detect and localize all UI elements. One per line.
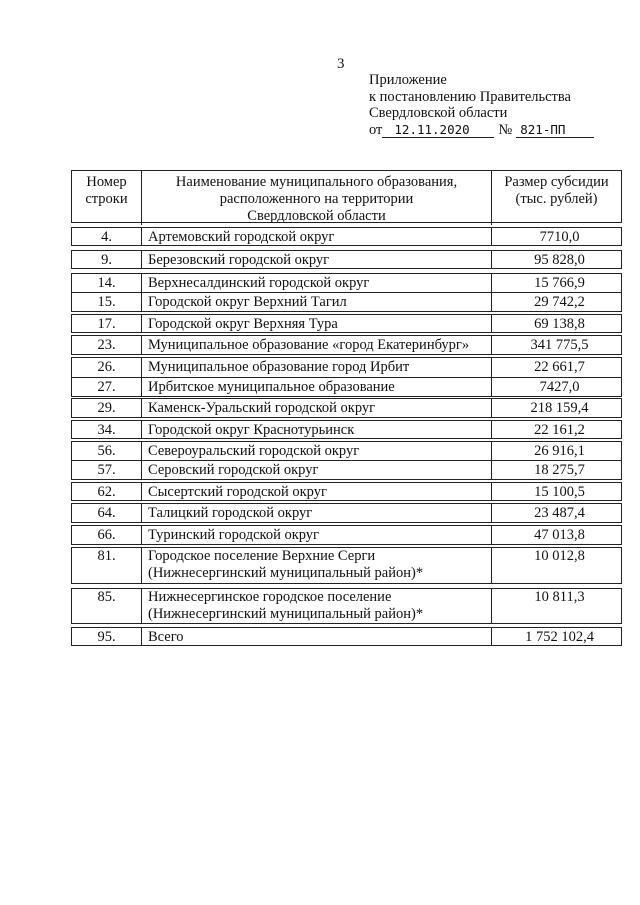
table-row-group bbox=[71, 273, 622, 312]
subsidy-amount: 69 138,8 bbox=[534, 316, 585, 332]
subsidy-amount: 23 487,4 bbox=[534, 505, 585, 521]
municipality-name-line: Каменск-Уральский городской округ bbox=[148, 400, 376, 416]
municipality-name-line: Муниципальное образование «город Екатеринбург» bbox=[148, 337, 470, 353]
subsidy-amount: 218 159,4 bbox=[530, 400, 589, 416]
subsidy-amount: 22 661,7 bbox=[534, 359, 585, 375]
header-name-line: расположенного на территории bbox=[219, 191, 414, 207]
municipality-name-line: Североуральский городской округ bbox=[148, 443, 360, 459]
row-number: 64. bbox=[72, 504, 142, 522]
municipality-name-line: Талицкий городской округ bbox=[148, 505, 313, 521]
municipality-name bbox=[142, 336, 492, 354]
municipality-name-line: Городской округ Верхний Тагил bbox=[148, 294, 347, 310]
page-number: 3 bbox=[337, 56, 345, 72]
subsidy-amount: 29 742,2 bbox=[492, 292, 621, 311]
row-number: 56. bbox=[72, 442, 142, 460]
table-row-group bbox=[71, 547, 622, 584]
header-name-line: Свердловской области bbox=[247, 208, 386, 224]
municipality-name bbox=[142, 483, 492, 501]
municipality-name bbox=[142, 442, 492, 460]
municipality-name-line: Городское поселение Верхние Серги bbox=[148, 548, 376, 564]
table-row-group bbox=[71, 588, 622, 624]
row-number: 4. bbox=[72, 228, 142, 246]
row-number: 62. bbox=[72, 483, 142, 501]
table-row-group bbox=[71, 314, 622, 333]
municipality-name bbox=[142, 292, 492, 311]
row-number: 81. bbox=[72, 548, 142, 583]
row-number: 85. bbox=[72, 589, 142, 623]
approval-line-3: Свердловской области bbox=[369, 105, 508, 121]
municipality-name bbox=[142, 460, 492, 479]
row-number: 27. bbox=[72, 377, 142, 397]
subsidy-amount: 10 012,8 bbox=[534, 548, 585, 564]
header-subsidy-amount bbox=[492, 171, 621, 225]
table-row-group bbox=[71, 503, 622, 523]
header-subsidy-line: (тыс. рублей) bbox=[515, 191, 598, 207]
header-municipality-name bbox=[142, 171, 492, 225]
resolution-date: 12.11.2020 bbox=[382, 123, 494, 138]
municipality-name-line: Нижнесергинское городское поселение bbox=[148, 589, 392, 605]
header-row-number-line: строки bbox=[85, 191, 128, 207]
municipality-name bbox=[142, 628, 492, 646]
subsidy-amount: 95 828,0 bbox=[534, 252, 585, 268]
number-sign: № bbox=[498, 121, 513, 138]
table-row-group bbox=[71, 250, 622, 269]
municipality-name bbox=[142, 228, 492, 246]
resolution-reference bbox=[369, 122, 594, 139]
row-number: 57. bbox=[72, 460, 142, 479]
municipality-name bbox=[142, 377, 492, 397]
table-row-group bbox=[71, 441, 622, 480]
municipality-name bbox=[142, 358, 492, 377]
municipality-name-line: Городской округ Верхняя Тура bbox=[148, 316, 338, 332]
municipality-name-line: Серовский городской округ bbox=[148, 462, 319, 478]
subsidy-amount: 7710,0 bbox=[539, 229, 580, 245]
approval-line-1: Приложение bbox=[369, 72, 447, 88]
row-number: 34. bbox=[72, 421, 142, 439]
municipality-name-line: Городской округ Краснотурьинск bbox=[148, 422, 355, 438]
municipality-name-line: Верхнесалдинский городской округ bbox=[148, 275, 370, 291]
from-label: от bbox=[369, 121, 383, 138]
municipality-name bbox=[142, 251, 492, 269]
municipality-name bbox=[142, 274, 492, 292]
table-row-group bbox=[71, 357, 622, 397]
municipality-name bbox=[142, 421, 492, 439]
municipality-name bbox=[142, 399, 492, 417]
resolution-number: 821-ПП bbox=[516, 123, 594, 138]
municipality-name bbox=[142, 504, 492, 522]
table-row-group bbox=[71, 398, 622, 418]
header-subsidy-line: Размер субсидии bbox=[504, 174, 609, 190]
municipality-name-line: Туринский городской округ bbox=[148, 527, 320, 543]
subsidy-amount: 15 766,9 bbox=[534, 275, 585, 291]
subsidy-amount: 26 916,1 bbox=[534, 443, 585, 459]
subsidy-amount: 18 275,7 bbox=[492, 460, 621, 479]
header-row-number-line: Номер bbox=[86, 174, 127, 190]
table-row-group bbox=[71, 227, 622, 246]
municipality-name-line: Артемовский городской округ bbox=[148, 229, 335, 245]
header-row-number bbox=[72, 171, 142, 225]
table-header bbox=[71, 170, 622, 223]
row-number: 9. bbox=[72, 251, 142, 269]
approval-line-2: к постановлению Правительства bbox=[369, 88, 571, 105]
table-row-group bbox=[71, 627, 622, 646]
municipality-name-line: Муниципальное образование город Ирбит bbox=[148, 359, 410, 375]
municipality-name-line: Ирбитское муниципальное образование bbox=[148, 378, 395, 395]
row-number: 29. bbox=[72, 399, 142, 417]
row-number: 95. bbox=[72, 628, 142, 646]
municipality-name-line: (Нижнесергинский муниципальный район)* bbox=[148, 606, 424, 622]
header-name-line: Наименование муниципального образования, bbox=[175, 174, 458, 190]
subsidy-amount: 341 775,5 bbox=[530, 337, 589, 353]
table-row-group bbox=[71, 482, 622, 501]
row-number: 23. bbox=[72, 336, 142, 354]
row-number: 26. bbox=[72, 358, 142, 377]
subsidy-amount: 22 161,2 bbox=[534, 422, 585, 438]
subsidy-amount: 15 100,5 bbox=[534, 484, 585, 500]
municipality-name bbox=[142, 315, 492, 333]
municipality-name-line: Всего bbox=[148, 629, 184, 645]
table-row-group bbox=[71, 335, 622, 355]
subsidy-amount: 1 752 102,4 bbox=[525, 629, 594, 645]
municipality-name bbox=[142, 548, 492, 583]
municipality-name bbox=[142, 589, 492, 623]
municipality-name-line: Сысертский городской округ bbox=[148, 484, 327, 500]
table-row-group bbox=[71, 525, 622, 545]
row-number: 14. bbox=[72, 274, 142, 292]
municipality-name-line: Березовский городской округ bbox=[148, 252, 330, 268]
municipality-name bbox=[142, 526, 492, 544]
table-row-group bbox=[71, 420, 622, 439]
subsidy-amount: 10 811,3 bbox=[534, 589, 585, 605]
subsidy-amount: 47 013,8 bbox=[534, 527, 585, 543]
row-number: 15. bbox=[72, 292, 142, 311]
row-number: 66. bbox=[72, 526, 142, 544]
row-number: 17. bbox=[72, 315, 142, 333]
municipality-name-line: (Нижнесергинский муниципальный район)* bbox=[148, 565, 424, 581]
subsidy-amount: 7427,0 bbox=[492, 377, 621, 397]
approval-stamp bbox=[369, 72, 594, 138]
